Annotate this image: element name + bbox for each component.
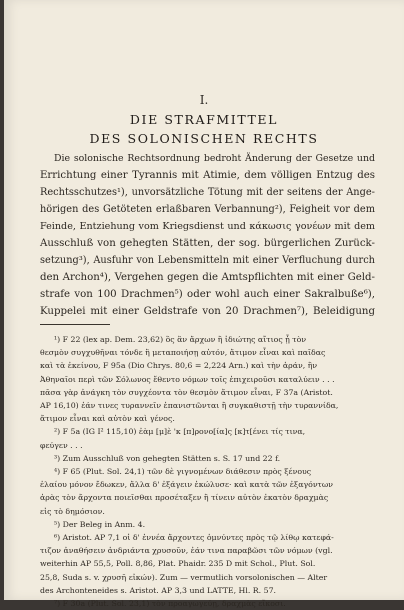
footnote-line: ἄτιμον εἶναι καὶ αὐτὸν καὶ γένος. bbox=[40, 414, 175, 424]
chapter-number: I. bbox=[199, 93, 209, 107]
footnote-line: ⁵) Der Beleg in Anm. 4. bbox=[54, 519, 146, 529]
book-page bbox=[4, 0, 404, 609]
body-line: setzung³), Ausfuhr von Lebensmitteln mit einer Verfluchung durch bbox=[40, 255, 375, 266]
footnote-line: Ἀθηναῖοι περὶ τῶν Σόλωνος ἔθεντο νόμων τοῖς ἐπιχειροῦσι καταλύειν . . . bbox=[40, 374, 335, 384]
footnote-line: ⁷) F 30a (Plut. Sol. 23,1) τὸν προαγωγεύῃ, δραχμὰς εἴκοσι. bbox=[54, 599, 286, 609]
footnote-line: πᾶσα γὰρ ἀνάγκη τὸν συγχέοντα τὸν θεσμὸν ἄτιμον εἶναι, F 37a (Aristot. bbox=[40, 387, 333, 397]
footnote-line: ⁴) F 65 (Plut. Sol. 24,1) τῶν δὲ γιγνομένων διάθεσιν πρὸς ξένους bbox=[54, 467, 312, 477]
body-line: den Archon⁴), Vergehen gegen die Amtspflichten mit einer Geld- bbox=[40, 272, 375, 283]
footnote-line: φεύγεν . . . bbox=[40, 440, 83, 450]
chapter-title bbox=[4, 110, 404, 148]
footnote-line: θεσμὸν συγχυθῆναι τόνδε ἢ μεταποιήσῃ αὐτόν, ἄτιμον εἶναι καὶ παῖδας bbox=[40, 348, 326, 358]
chapter-title-line-2: DES SOLONISCHEN RECHTS bbox=[89, 131, 319, 146]
chapter-title-line-1: DIE STRAFMITTEL bbox=[129, 112, 279, 127]
footnote-line: εἰς τὸ δημόσιον. bbox=[40, 506, 105, 516]
footnote-line: AP 16,10) ἐάν τινες τυραννεῖν ἐπανιστῶνται ἢ συγκαθιστῇ τὴν τυραννίδα, bbox=[40, 401, 339, 411]
footnote-line: 25,8, Suda s. v. χρυσῆ εἰκών). Zum — vermutlich vorsolonischen — Alter bbox=[40, 572, 328, 582]
body-line: Ausschluß von gehegten Stätten, der sog. bürgerlichen Zurück- bbox=[40, 238, 375, 249]
footnote-line: ⁶) Aristot. AP 7,1 οἱ δ' ἐννέα ἄρχοντες ὀμνύντες πρὸς τῷ λίθῳ κατεφά- bbox=[54, 533, 334, 543]
body-paragraph bbox=[40, 150, 375, 320]
body-line: Kuppelei mit einer Geldstrafe von 20 Drachmen⁷), Beleidigung bbox=[40, 306, 375, 317]
body-line: Die solonische Rechtsordnung bedroht Änderung der Gesetze und bbox=[54, 153, 375, 164]
footnote-line: καὶ τὰ ἐκείνου, F 95a (Dio Chrys. 80,6 = 2,224 Arn.) καὶ τὴν ἀράν, ἣν bbox=[40, 361, 318, 371]
footnote-line: τιζον ἀναθήσειν ἀνδριάντα χρυσοῦν, ἐάν τινα παραβῶσι τῶν νόμων (vgl. bbox=[40, 546, 333, 556]
footnote-line: weiterhin AP 55,5, Poll. 8,86, Plat. Phaidr. 235 D mit Schol., Plut. Sol. bbox=[40, 559, 316, 569]
footnotes bbox=[40, 333, 376, 610]
footnote-divider bbox=[40, 324, 110, 325]
footnote-line: des Archonteneides s. Aristot. AP 3,3 und LATTE, Hl. R. 57. bbox=[40, 585, 277, 595]
body-line: hörigen des Getöteten erlaßbaren Verbannung²), Feigheit vor dem bbox=[40, 204, 375, 215]
footnote-line: ἀρὰς τὸν ἄρχοντα ποιεῖσθαι προσέταξεν ἢ τίνειν αὐτὸν ἑκατὸν δραχμὰς bbox=[40, 493, 329, 503]
footnote-line: ἐλαίου μόνον ἔδωκεν, ἄλλα δ' ἐξάγειν ἐκώλυσε· καὶ κατὰ τῶν ἐξαγόντων bbox=[40, 480, 333, 490]
body-line: Feinde, Entziehung vom Kriegsdienst und κάκωσις γονέων mit dem bbox=[40, 221, 375, 232]
footnote-line: ¹) F 22 (lex ap. Dem. 23,62) ὃς ἂν ἄρχων ἢ ἰδιώτης αἴτιος ᾖ τὸν bbox=[54, 335, 307, 344]
footnote-line: ²) F 5a (IG I² 115,10) ἐὰμ [μ]ὲ 'κ [π]ρονο[ία]ς [κ]τ[ένει τίς τινα, bbox=[54, 427, 306, 437]
body-line: Rechtsschutzes¹), unvorsätzliche Tötung mit der seitens der Ange- bbox=[40, 187, 375, 198]
body-line: Errichtung einer Tyrannis mit Atimie, dem völligen Entzug des bbox=[40, 170, 375, 181]
footnote-line: ³) Zum Ausschluß von gehegten Stätten s. S. 17 und 22 f. bbox=[54, 453, 281, 463]
body-line: strafe von 100 Drachmen⁵) oder wohl auch einer Sakralbuße⁶), bbox=[40, 289, 375, 300]
